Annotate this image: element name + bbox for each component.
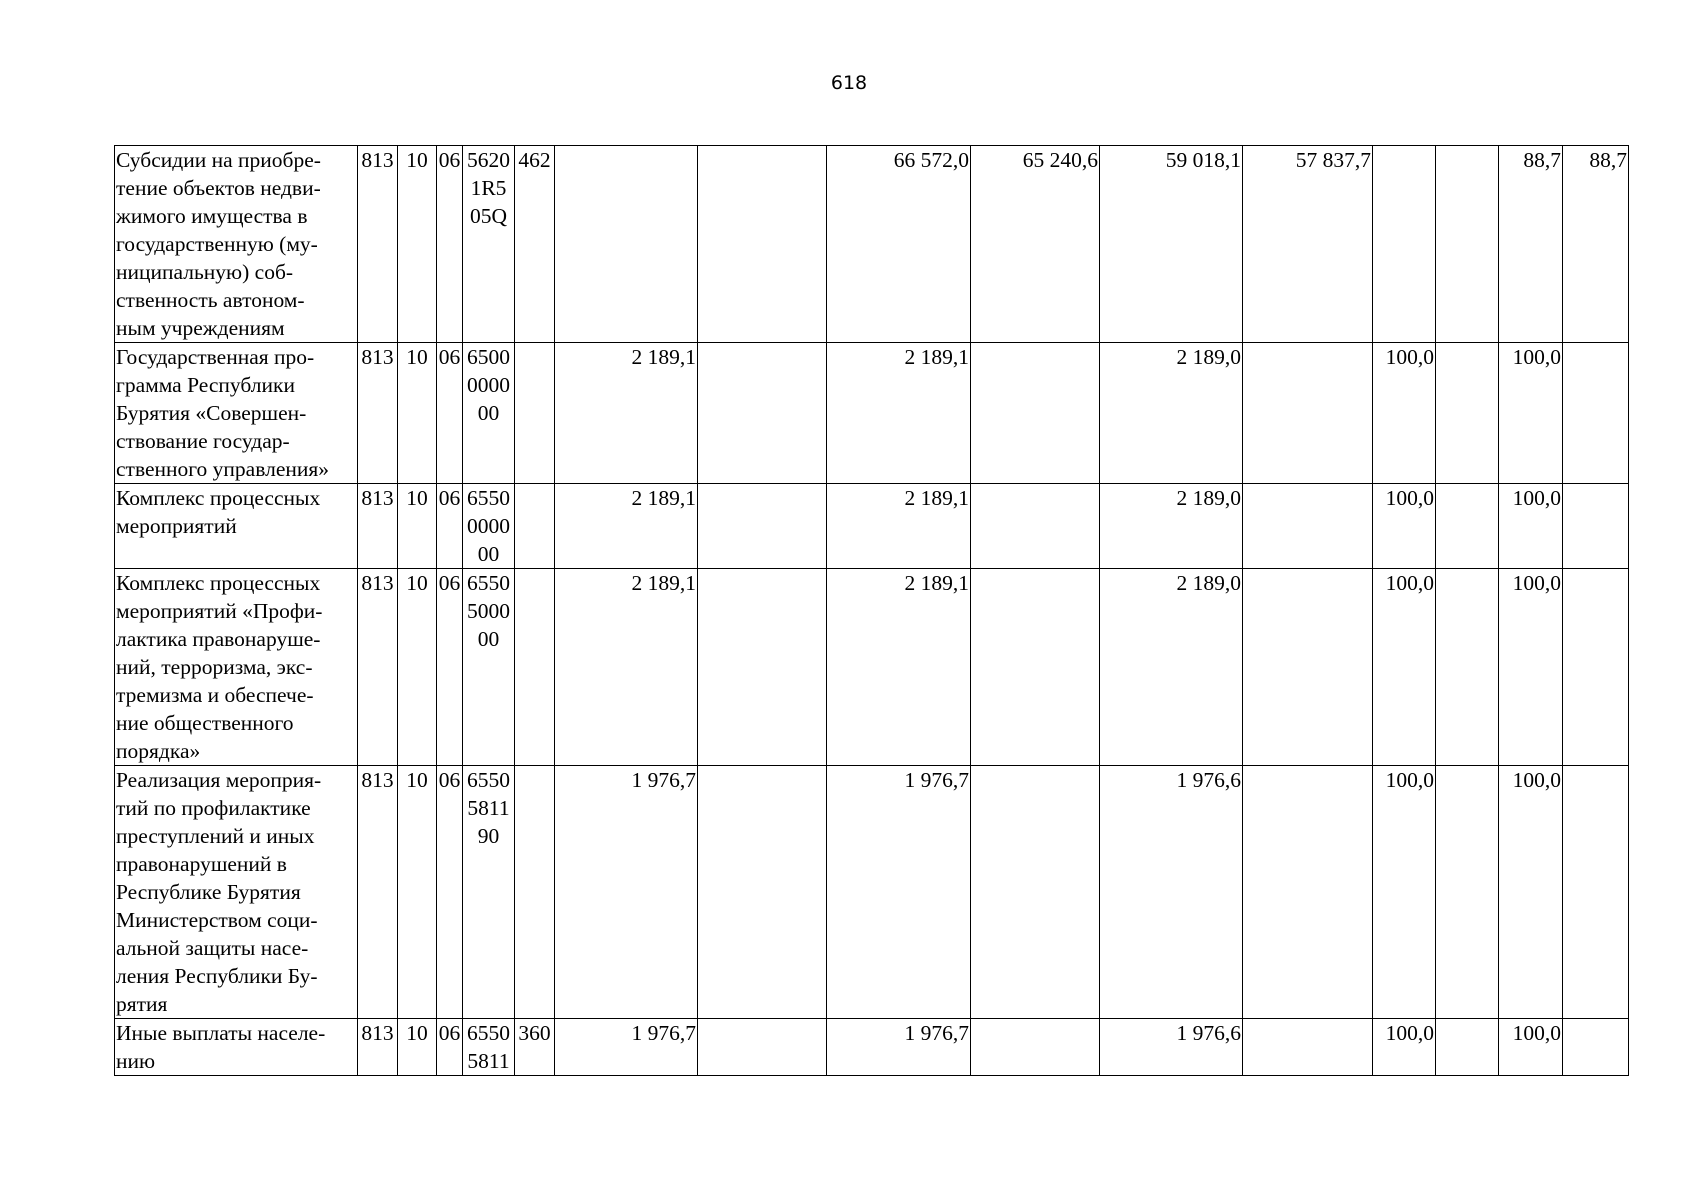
section-code-cell: 10 xyxy=(398,146,437,343)
table-row xyxy=(115,146,1629,343)
value-cell-5: 2 189,0 xyxy=(1100,569,1243,766)
value-cell-2 xyxy=(698,569,827,766)
value-cell-9: 88,7 xyxy=(1499,146,1563,343)
value-cell-5: 2 189,0 xyxy=(1100,343,1243,484)
expense-type-cell: 462 xyxy=(515,146,555,343)
target-article-cell: 6550 0000 00 xyxy=(463,484,515,569)
value-cell-9: 100,0 xyxy=(1499,343,1563,484)
target-article-cell: 6550 5000 00 xyxy=(463,569,515,766)
section-code-cell: 10 xyxy=(398,569,437,766)
ministry-code-cell: 813 xyxy=(358,1019,398,1076)
section-code-cell: 10 xyxy=(398,1019,437,1076)
value-cell-3: 1 976,7 xyxy=(827,766,971,1019)
ministry-code-cell: 813 xyxy=(358,343,398,484)
section-code-cell: 10 xyxy=(398,484,437,569)
value-cell-8 xyxy=(1436,484,1499,569)
target-article-cell: 6500 0000 00 xyxy=(463,343,515,484)
subsection-code-cell: 06 xyxy=(437,343,463,484)
value-cell-4: 65 240,6 xyxy=(971,146,1100,343)
value-cell-6 xyxy=(1243,484,1373,569)
value-cell-3: 2 189,1 xyxy=(827,484,971,569)
value-cell-1: 1 976,7 xyxy=(555,1019,698,1076)
expense-type-cell xyxy=(515,766,555,1019)
value-cell-4 xyxy=(971,343,1100,484)
page-number: 618 xyxy=(830,72,868,94)
value-cell-1 xyxy=(555,146,698,343)
value-cell-10: 88,7 xyxy=(1563,146,1629,343)
section-code-cell: 10 xyxy=(398,766,437,1019)
value-cell-1: 2 189,1 xyxy=(555,569,698,766)
value-cell-4 xyxy=(971,766,1100,1019)
value-cell-6 xyxy=(1243,766,1373,1019)
budget-table xyxy=(114,145,1629,1076)
value-cell-10 xyxy=(1563,569,1629,766)
value-cell-5: 59 018,1 xyxy=(1100,146,1243,343)
row-name-cell: Государственная про- грамма Республики Бурятия «Совершен- ствование государ- ственного управления» xyxy=(115,343,358,484)
value-cell-6: 57 837,7 xyxy=(1243,146,1373,343)
expense-type-cell: 360 xyxy=(515,1019,555,1076)
value-cell-1: 1 976,7 xyxy=(555,766,698,1019)
target-article-cell: 6550 5811 xyxy=(463,1019,515,1076)
value-cell-8 xyxy=(1436,569,1499,766)
value-cell-3: 2 189,1 xyxy=(827,569,971,766)
value-cell-9: 100,0 xyxy=(1499,766,1563,1019)
row-name-cell: Комплекс процессных мероприятий xyxy=(115,484,358,569)
table-row xyxy=(115,1019,1629,1076)
value-cell-4 xyxy=(971,1019,1100,1076)
value-cell-4 xyxy=(971,569,1100,766)
table-row xyxy=(115,766,1629,1019)
value-cell-5: 1 976,6 xyxy=(1100,1019,1243,1076)
value-cell-8 xyxy=(1436,766,1499,1019)
value-cell-7: 100,0 xyxy=(1373,569,1436,766)
expense-type-cell xyxy=(515,569,555,766)
value-cell-10 xyxy=(1563,766,1629,1019)
value-cell-10 xyxy=(1563,343,1629,484)
ministry-code-cell: 813 xyxy=(358,484,398,569)
value-cell-5: 2 189,0 xyxy=(1100,484,1243,569)
value-cell-3: 1 976,7 xyxy=(827,1019,971,1076)
row-name-cell: Комплекс процессных мероприятий «Профи- лактика правонаруше- ний, терроризма, экс- тремизма и обеспече- ние общественного порядка» xyxy=(115,569,358,766)
value-cell-7: 100,0 xyxy=(1373,766,1436,1019)
value-cell-10 xyxy=(1563,1019,1629,1076)
value-cell-2 xyxy=(698,146,827,343)
subsection-code-cell: 06 xyxy=(437,569,463,766)
value-cell-2 xyxy=(698,484,827,569)
value-cell-8 xyxy=(1436,1019,1499,1076)
target-article-cell: 6550 5811 90 xyxy=(463,766,515,1019)
row-name-cell: Субсидии на приобре- тение объектов недви- жимого имущества в государственную (му- ниципальную) соб- ственность автоном- ным учреждениям xyxy=(115,146,358,343)
target-article-cell: 5620 1R5 05Q xyxy=(463,146,515,343)
subsection-code-cell: 06 xyxy=(437,146,463,343)
table-row xyxy=(115,569,1629,766)
value-cell-7: 100,0 xyxy=(1373,1019,1436,1076)
ministry-code-cell: 813 xyxy=(358,146,398,343)
value-cell-1: 2 189,1 xyxy=(555,343,698,484)
row-name-cell: Реализация мероприя- тий по профилактике преступлений и иных правонарушений в Республике Бурятия Министерством соци- альной защиты насе- ления Республики Бу- рятия xyxy=(115,766,358,1019)
value-cell-2 xyxy=(698,343,827,484)
subsection-code-cell: 06 xyxy=(437,1019,463,1076)
value-cell-8 xyxy=(1436,343,1499,484)
table-row xyxy=(115,484,1629,569)
value-cell-5: 1 976,6 xyxy=(1100,766,1243,1019)
value-cell-7: 100,0 xyxy=(1373,484,1436,569)
value-cell-7: 100,0 xyxy=(1373,343,1436,484)
value-cell-9: 100,0 xyxy=(1499,1019,1563,1076)
ministry-code-cell: 813 xyxy=(358,569,398,766)
subsection-code-cell: 06 xyxy=(437,766,463,1019)
value-cell-3: 2 189,1 xyxy=(827,343,971,484)
value-cell-4 xyxy=(971,484,1100,569)
value-cell-6 xyxy=(1243,343,1373,484)
ministry-code-cell: 813 xyxy=(358,766,398,1019)
value-cell-3: 66 572,0 xyxy=(827,146,971,343)
expense-type-cell xyxy=(515,484,555,569)
section-code-cell: 10 xyxy=(398,343,437,484)
value-cell-6 xyxy=(1243,569,1373,766)
value-cell-8 xyxy=(1436,146,1499,343)
subsection-code-cell: 06 xyxy=(437,484,463,569)
value-cell-9: 100,0 xyxy=(1499,484,1563,569)
row-name-cell: Иные выплаты населе- нию xyxy=(115,1019,358,1076)
value-cell-9: 100,0 xyxy=(1499,569,1563,766)
value-cell-7 xyxy=(1373,146,1436,343)
value-cell-2 xyxy=(698,766,827,1019)
expense-type-cell xyxy=(515,343,555,484)
value-cell-10 xyxy=(1563,484,1629,569)
value-cell-2 xyxy=(698,1019,827,1076)
value-cell-6 xyxy=(1243,1019,1373,1076)
value-cell-1: 2 189,1 xyxy=(555,484,698,569)
table-row xyxy=(115,343,1629,484)
